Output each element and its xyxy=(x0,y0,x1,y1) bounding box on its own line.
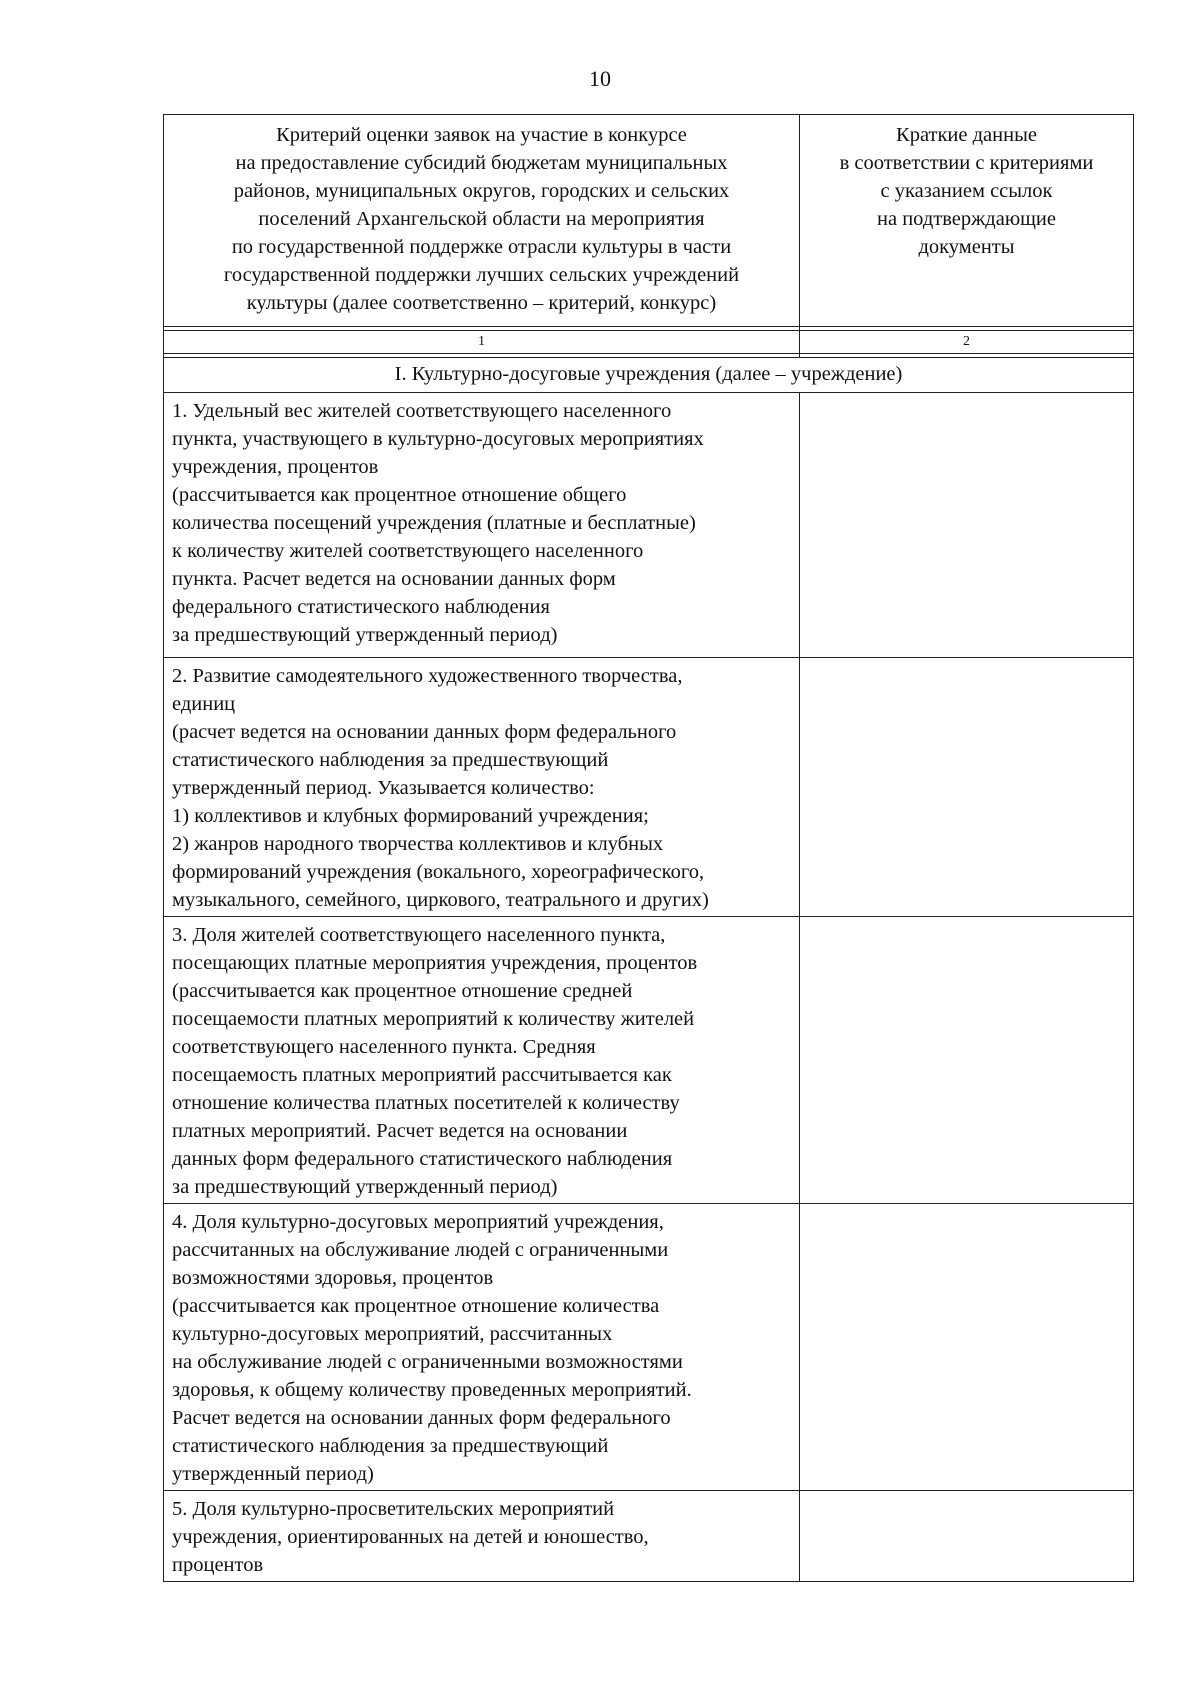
header-criterion-line: Критерий оценки заявок на участие в конкурсе xyxy=(276,124,687,146)
column-number-2: 2 xyxy=(800,331,1134,354)
criterion-line: (рассчитывается как процентное отношение общего xyxy=(172,484,627,506)
criterion-line: 2. Развитие самодеятельного художественного творчества, xyxy=(172,665,683,687)
table-row xyxy=(164,393,1134,658)
header-criterion-line: поселений Архангельской области на мероприятия xyxy=(258,208,705,230)
criterion-line: учреждения, процентов xyxy=(172,456,379,478)
section-title: I. Культурно-досуговые учреждения (далее – учреждение) xyxy=(164,358,1134,393)
criterion-line: утвержденный период. Указывается количество: xyxy=(172,777,595,799)
criterion-line: на обслуживание людей с ограниченными возможностями xyxy=(172,1351,683,1373)
criterion-line: за предшествующий утвержденный период) xyxy=(172,624,558,646)
criterion-line: посещаемости платных мероприятий к количеству жителей xyxy=(172,1008,695,1030)
criterion-line: посещающих платные мероприятия учреждения, процентов xyxy=(172,952,698,974)
criterion-line: процентов xyxy=(172,1554,264,1576)
criterion-line: посещаемость платных мероприятий рассчитывается как xyxy=(172,1064,672,1086)
criterion-line: Расчет ведется на основании данных форм федерального xyxy=(172,1407,671,1429)
data-cell-2 xyxy=(800,658,1134,917)
criterion-line: статистического наблюдения за предшествующий xyxy=(172,1435,609,1457)
criterion-line: музыкального, семейного, циркового, театрального и других) xyxy=(172,889,709,911)
criterion-line: федерального статистического наблюдения xyxy=(172,596,550,618)
header-criterion-line: по государственной поддержке отрасли культуры в части xyxy=(231,236,732,258)
criterion-line: пункта. Расчет ведется на основании данных форм xyxy=(172,568,616,590)
data-cell-5 xyxy=(800,1491,1134,1582)
criterion-line: утвержденный период) xyxy=(172,1463,374,1485)
criterion-line: (расчет ведется на основании данных форм федерального xyxy=(172,721,677,743)
criterion-line: единиц xyxy=(172,693,236,715)
column-number-1: 1 xyxy=(164,331,800,354)
section-row xyxy=(164,358,1134,393)
header-criterion-cell xyxy=(164,115,800,327)
page-number: 10 xyxy=(589,66,611,91)
table-row xyxy=(164,917,1134,1204)
criterion-line: отношение количества платных посетителей к количеству xyxy=(172,1092,680,1114)
table-row xyxy=(164,658,1134,917)
criterion-line: данных форм федерального статистического наблюдения xyxy=(172,1148,673,1170)
data-cell-1 xyxy=(800,393,1134,658)
table-row xyxy=(164,1204,1134,1491)
header-data-cell xyxy=(800,115,1134,327)
criterion-line: пункта, участвующего в культурно-досуговых мероприятиях xyxy=(172,428,704,450)
table-row xyxy=(164,1491,1134,1582)
criterion-line: формирований учреждения (вокального, хореографического, xyxy=(172,861,705,883)
criterion-line: 3. Доля жителей соответствующего населенного пункта, xyxy=(172,924,666,946)
criterion-line: 1. Удельный вес жителей соответствующего населенного xyxy=(172,400,672,422)
criterion-line: 5. Доля культурно-просветительских мероприятий xyxy=(172,1498,615,1520)
criterion-line: 1) коллективов и клубных формирований учреждения; xyxy=(172,805,649,827)
criterion-cell-4 xyxy=(164,1204,800,1491)
criterion-cell-1 xyxy=(164,393,800,658)
criterion-line: количества посещений учреждения (платные и бесплатные) xyxy=(172,512,696,534)
header-criterion-line: культуры (далее соответственно – критерий, конкурс) xyxy=(246,292,717,314)
criterion-line: статистического наблюдения за предшествующий xyxy=(172,749,609,771)
header-data-line: Краткие данные xyxy=(896,124,1037,146)
criterion-line: к количеству жителей соответствующего населенного xyxy=(172,540,644,562)
criterion-cell-3 xyxy=(164,917,800,1204)
header-criterion-line: государственной поддержки лучших сельских учреждений xyxy=(223,264,740,286)
criterion-line: рассчитанных на обслуживание людей с ограниченными xyxy=(172,1239,669,1261)
data-cell-3 xyxy=(800,917,1134,1204)
criterion-line: 4. Доля культурно-досуговых мероприятий учреждения, xyxy=(172,1211,664,1233)
criterion-line: возможностями здоровья, процентов xyxy=(172,1267,494,1289)
criterion-line: здоровья, к общему количеству проведенных мероприятий. xyxy=(172,1379,692,1401)
column-number-row xyxy=(164,331,1134,354)
data-cell-4 xyxy=(800,1204,1134,1491)
header-data-line: в соответствии с критериями xyxy=(839,152,1094,174)
criterion-line: культурно-досуговых мероприятий, рассчитанных xyxy=(172,1323,613,1345)
header-criterion-line: районов, муниципальных округов, городских и сельских xyxy=(233,180,730,202)
criterion-line: (рассчитывается как процентное отношение средней xyxy=(172,980,633,1002)
criterion-line: за предшествующий утвержденный период) xyxy=(172,1176,558,1198)
criteria-table xyxy=(163,114,1134,1582)
criterion-line: платных мероприятий. Расчет ведется на основании xyxy=(172,1120,628,1142)
criterion-line: (рассчитывается как процентное отношение количества xyxy=(172,1295,660,1317)
header-data-line: на подтверждающие xyxy=(877,208,1056,230)
header-data-line: документы xyxy=(918,236,1015,258)
criterion-cell-5 xyxy=(164,1491,800,1582)
criterion-cell-2 xyxy=(164,658,800,917)
criterion-line: 2) жанров народного творчества коллективов и клубных xyxy=(172,833,664,855)
table-header-row xyxy=(164,115,1134,327)
criterion-line: учреждения, ориентированных на детей и юношество, xyxy=(172,1526,649,1548)
header-data-line: с указанием ссылок xyxy=(880,180,1053,202)
header-criterion-line: на предоставление субсидий бюджетам муниципальных xyxy=(235,152,728,174)
criterion-line: соответствующего населенного пункта. Средняя xyxy=(172,1036,596,1058)
